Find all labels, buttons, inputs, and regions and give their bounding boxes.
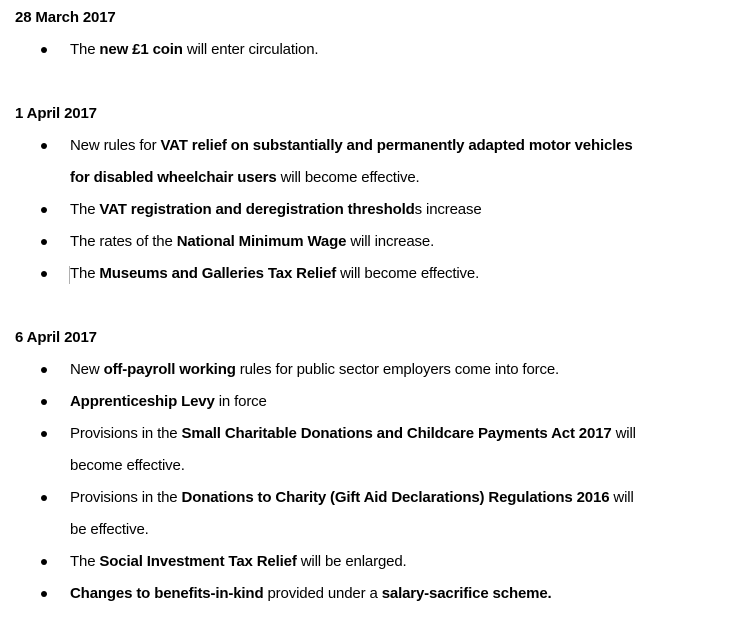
bullet-icon bbox=[41, 143, 47, 149]
bullet-text bbox=[70, 514, 149, 546]
plain-text: New bbox=[70, 361, 104, 378]
bullet-icon bbox=[41, 207, 47, 213]
plain-text: rules for public sector employers come into force. bbox=[235, 361, 560, 378]
bullet-item bbox=[0, 418, 734, 450]
bullet-icon bbox=[41, 495, 47, 501]
bold-text: new £1 coin bbox=[99, 41, 183, 58]
plain-text: will enter circulation. bbox=[182, 41, 319, 58]
plain-text: in force bbox=[214, 393, 267, 410]
section-date-heading: 28 March 2017 bbox=[15, 9, 116, 26]
bullet-text bbox=[70, 34, 318, 66]
plain-text: become effective. bbox=[70, 457, 185, 474]
plain-text: The rates of the bbox=[70, 233, 177, 250]
plain-text: The bbox=[70, 201, 100, 218]
bold-text: Changes to benefits-in-kind bbox=[70, 585, 264, 602]
bullet-text bbox=[70, 450, 185, 482]
bullet-item bbox=[0, 482, 734, 514]
bullet-item-continuation bbox=[0, 450, 734, 482]
plain-text: The bbox=[70, 41, 100, 58]
bullet-text bbox=[70, 258, 479, 290]
bold-text: VAT registration and deregistration threshold bbox=[99, 201, 415, 218]
bullet-text bbox=[70, 354, 559, 386]
bullet-text bbox=[70, 546, 407, 578]
bold-text: Donations to Charity (Gift Aid Declarations) Regulations 2016 bbox=[181, 489, 610, 506]
bullet-icon bbox=[41, 367, 47, 373]
section-date-heading: 6 April 2017 bbox=[15, 329, 97, 346]
bold-text: Social Investment Tax Relief bbox=[99, 553, 297, 570]
plain-text: will increase. bbox=[346, 233, 435, 250]
bold-text: Apprenticeship Levy bbox=[70, 393, 215, 410]
bold-text: Small Charitable Donations and Childcare Payments Act 2017 bbox=[181, 425, 612, 442]
bold-text: National Minimum Wage bbox=[176, 233, 347, 250]
plain-text: will become effective. bbox=[276, 169, 420, 186]
bullet-text bbox=[70, 578, 552, 610]
bullet-item-continuation bbox=[0, 162, 734, 194]
bullet-icon bbox=[41, 591, 47, 597]
section-date-heading: 1 April 2017 bbox=[15, 105, 97, 122]
bullet-icon bbox=[41, 239, 47, 245]
bullet-item bbox=[0, 258, 734, 290]
plain-text: The bbox=[70, 265, 100, 282]
bullet-item bbox=[0, 226, 734, 258]
bold-text: VAT relief on substantially and permanently adapted motor vehicles bbox=[160, 137, 633, 154]
bold-text: salary-sacrifice scheme. bbox=[381, 585, 552, 602]
plain-text: The bbox=[70, 553, 100, 570]
bullet-item bbox=[0, 354, 734, 386]
bullet-icon bbox=[41, 559, 47, 565]
bullet-item bbox=[0, 386, 734, 418]
bullet-item bbox=[0, 130, 734, 162]
plain-text: s increase bbox=[414, 201, 482, 218]
bold-text: for disabled wheelchair users bbox=[70, 169, 277, 186]
plain-text: will bbox=[609, 489, 634, 506]
plain-text: Provisions in the bbox=[70, 489, 182, 506]
bullet-text bbox=[70, 194, 482, 226]
plain-text: will become effective. bbox=[336, 265, 480, 282]
plain-text: provided under a bbox=[263, 585, 382, 602]
bullet-text bbox=[70, 162, 420, 194]
plain-text: Provisions in the bbox=[70, 425, 182, 442]
bold-text: Museums and Galleries Tax Relief bbox=[99, 265, 337, 282]
bold-text: off-payroll working bbox=[103, 361, 236, 378]
bullet-text bbox=[70, 418, 636, 450]
bullet-item bbox=[0, 578, 734, 610]
plain-text: New rules for bbox=[70, 137, 161, 154]
bullet-icon bbox=[41, 431, 47, 437]
bullet-text bbox=[70, 130, 633, 162]
bullet-item bbox=[0, 34, 734, 66]
bullet-text bbox=[70, 226, 434, 258]
bullet-icon bbox=[41, 47, 47, 53]
bullet-icon bbox=[41, 399, 47, 405]
plain-text: will bbox=[611, 425, 636, 442]
bullet-text bbox=[70, 482, 634, 514]
plain-text: be effective. bbox=[70, 521, 149, 538]
plain-text: will be enlarged. bbox=[296, 553, 407, 570]
bullet-icon bbox=[41, 271, 47, 277]
bullet-item-continuation bbox=[0, 514, 734, 546]
bullet-item bbox=[0, 546, 734, 578]
bullet-text bbox=[70, 386, 267, 418]
bullet-item bbox=[0, 194, 734, 226]
